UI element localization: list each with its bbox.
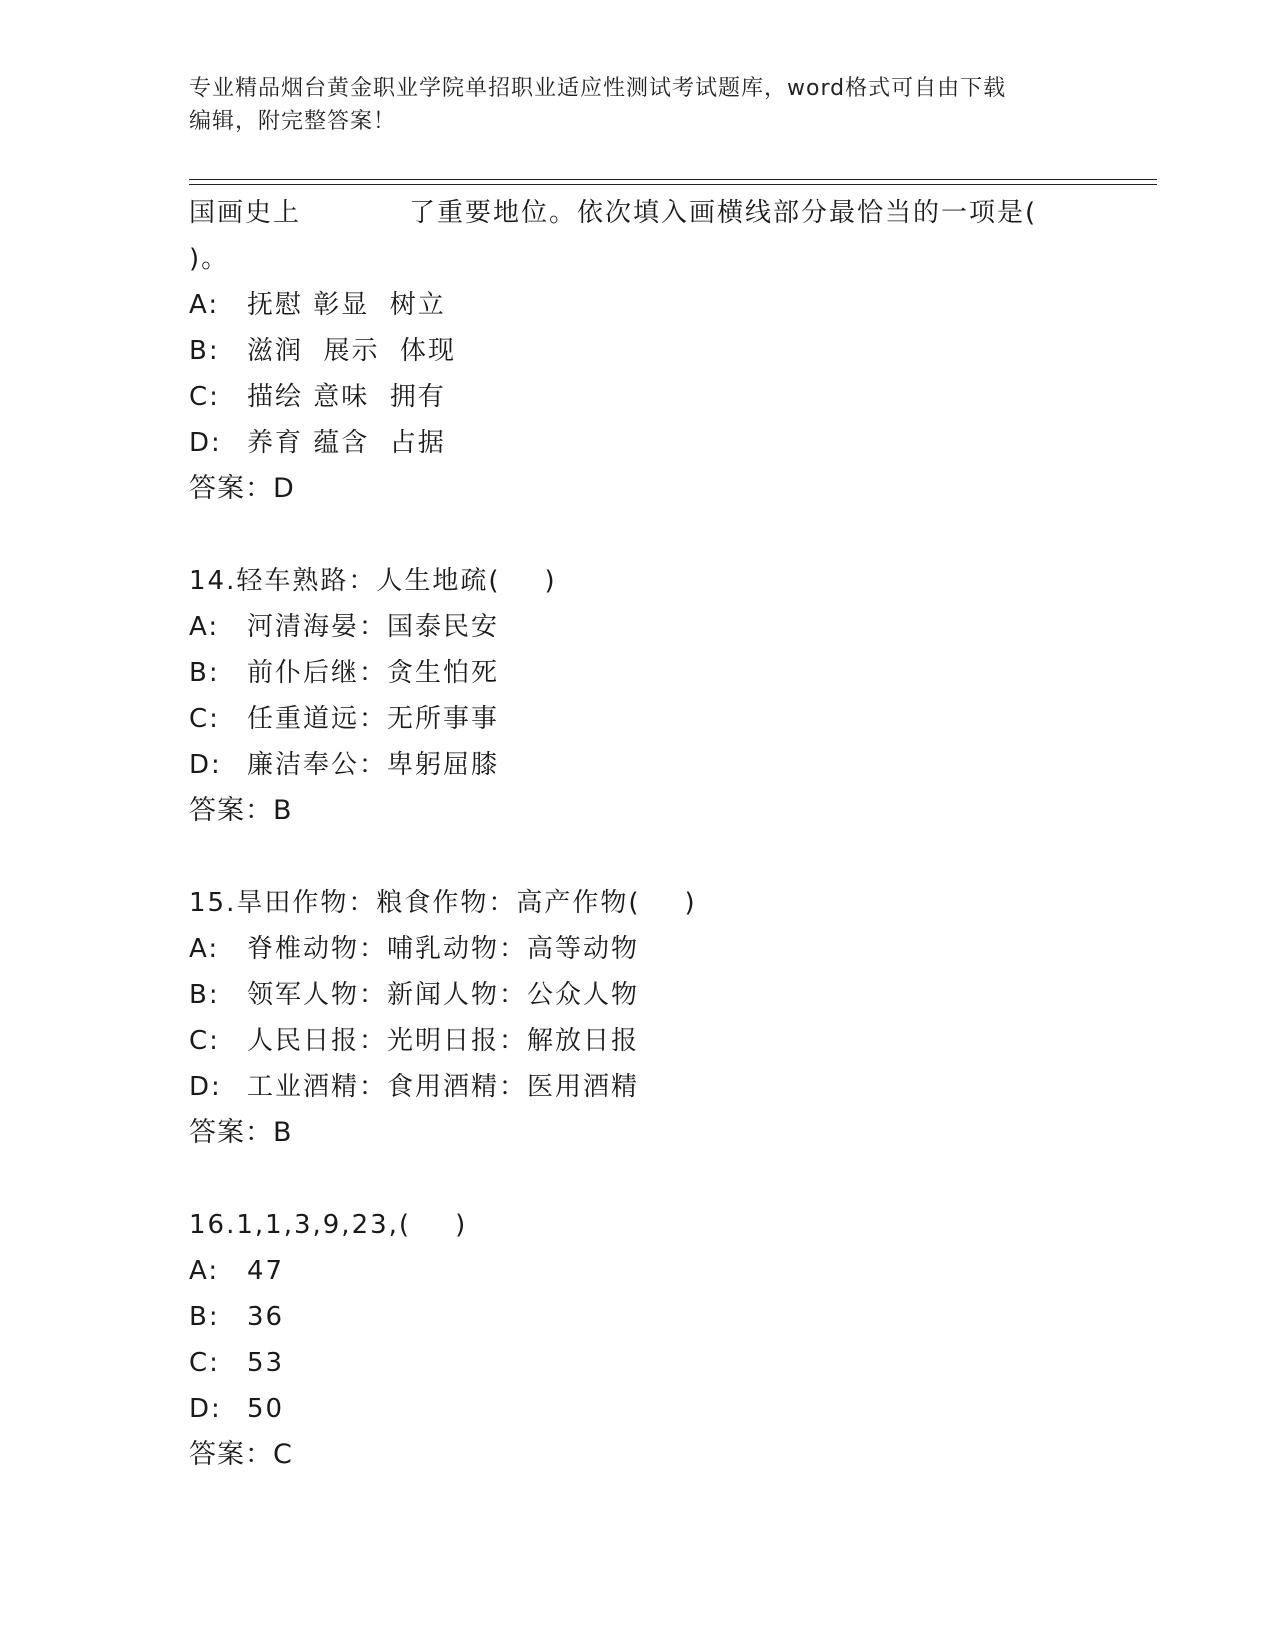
option-a xyxy=(189,1248,1149,1294)
question-13-stem xyxy=(189,190,1149,236)
question-13-stem-close: )。 xyxy=(189,244,230,274)
option-text: 工业酒精：食用酒精：医用酒精 xyxy=(247,1072,640,1102)
question-13-answer: 答案：D xyxy=(189,473,295,504)
option-letter: A: xyxy=(189,934,220,964)
option-b xyxy=(189,972,1149,1018)
option-letter: A: xyxy=(189,612,220,642)
option-text: 滋润 展示 体现 xyxy=(247,336,457,366)
option-a xyxy=(189,604,1149,650)
option-a xyxy=(189,926,1149,972)
spacer xyxy=(189,1156,1149,1202)
option-text: 领军人物：新闻人物：公众人物 xyxy=(247,980,640,1010)
question-16-text: 16.1,1,3,9,23,( xyxy=(189,1210,412,1240)
option-text: 任重道远：无所事事 xyxy=(247,704,500,734)
option-c xyxy=(189,1018,1149,1064)
header-rule-top xyxy=(189,179,1157,180)
option-c xyxy=(189,696,1149,742)
option-a xyxy=(189,282,1149,328)
option-b xyxy=(189,650,1149,696)
option-c xyxy=(189,374,1149,420)
option-text: 53 xyxy=(247,1348,285,1378)
option-letter: C: xyxy=(189,1026,220,1056)
option-letter: A: xyxy=(189,1256,220,1286)
question-16-close: ) xyxy=(455,1210,468,1240)
question-16 xyxy=(189,1202,1149,1478)
question-13-text-before: 国画史上 xyxy=(189,198,302,228)
option-letter: B: xyxy=(189,1302,220,1332)
question-15 xyxy=(189,880,1149,1156)
option-letter: B: xyxy=(189,658,220,688)
option-letter: C: xyxy=(189,704,220,734)
option-d xyxy=(189,742,1149,788)
option-letter: A: xyxy=(189,290,220,320)
option-c xyxy=(189,1340,1149,1386)
option-letter: B: xyxy=(189,980,220,1010)
question-15-close: ) xyxy=(684,888,697,918)
document-header xyxy=(189,72,1089,138)
question-content xyxy=(189,190,1149,1478)
option-text: 36 xyxy=(247,1302,285,1332)
option-text: 50 xyxy=(247,1394,285,1424)
question-14-text: 14.轻车熟路：人生地疏( xyxy=(189,566,501,596)
option-d xyxy=(189,1386,1149,1432)
header-line-1: 专业精品烟台黄金职业学院单招职业适应性测试考试题库，word格式可自由下载 xyxy=(189,76,1007,101)
question-15-text: 15.旱田作物：粮食作物：高产作物( xyxy=(189,888,641,918)
option-letter: C: xyxy=(189,1348,220,1378)
question-14 xyxy=(189,558,1149,834)
option-text: 描绘 意味 拥有 xyxy=(247,382,446,412)
header-rule-bottom xyxy=(189,184,1157,185)
option-letter: D: xyxy=(189,750,222,780)
option-text: 脊椎动物：哺乳动物：高等动物 xyxy=(247,934,640,964)
question-15-answer: 答案：B xyxy=(189,1117,293,1148)
option-text: 河清海晏：国泰民安 xyxy=(247,612,500,642)
option-letter: D: xyxy=(189,1394,222,1424)
question-16-answer: 答案：C xyxy=(189,1439,293,1470)
question-13 xyxy=(189,190,1149,512)
option-text: 抚慰 彰显 树立 xyxy=(247,290,446,320)
option-text: 47 xyxy=(247,1256,285,1286)
option-letter: C: xyxy=(189,382,220,412)
question-14-answer: 答案：B xyxy=(189,795,293,826)
spacer xyxy=(189,512,1149,558)
header-line-2: 编辑，附完整答案！ xyxy=(189,109,397,134)
option-text: 前仆后继：贪生怕死 xyxy=(247,658,500,688)
option-letter: B: xyxy=(189,336,220,366)
option-d xyxy=(189,1064,1149,1110)
question-14-close: ) xyxy=(544,566,557,596)
option-letter: D: xyxy=(189,428,222,458)
option-text: 人民日报：光明日报：解放日报 xyxy=(247,1026,640,1056)
option-d xyxy=(189,420,1149,466)
option-b xyxy=(189,1294,1149,1340)
option-letter: D: xyxy=(189,1072,222,1102)
question-15-stem xyxy=(189,880,1149,926)
option-b xyxy=(189,328,1149,374)
spacer xyxy=(189,834,1149,880)
option-text: 廉洁奉公：卑躬屈膝 xyxy=(247,750,500,780)
question-13-text-after: 了重要地位。依次填入画横线部分最恰当的一项是( xyxy=(409,198,1038,228)
question-16-stem xyxy=(189,1202,1149,1248)
option-text: 养育 蕴含 占据 xyxy=(247,428,446,458)
question-14-stem xyxy=(189,558,1149,604)
